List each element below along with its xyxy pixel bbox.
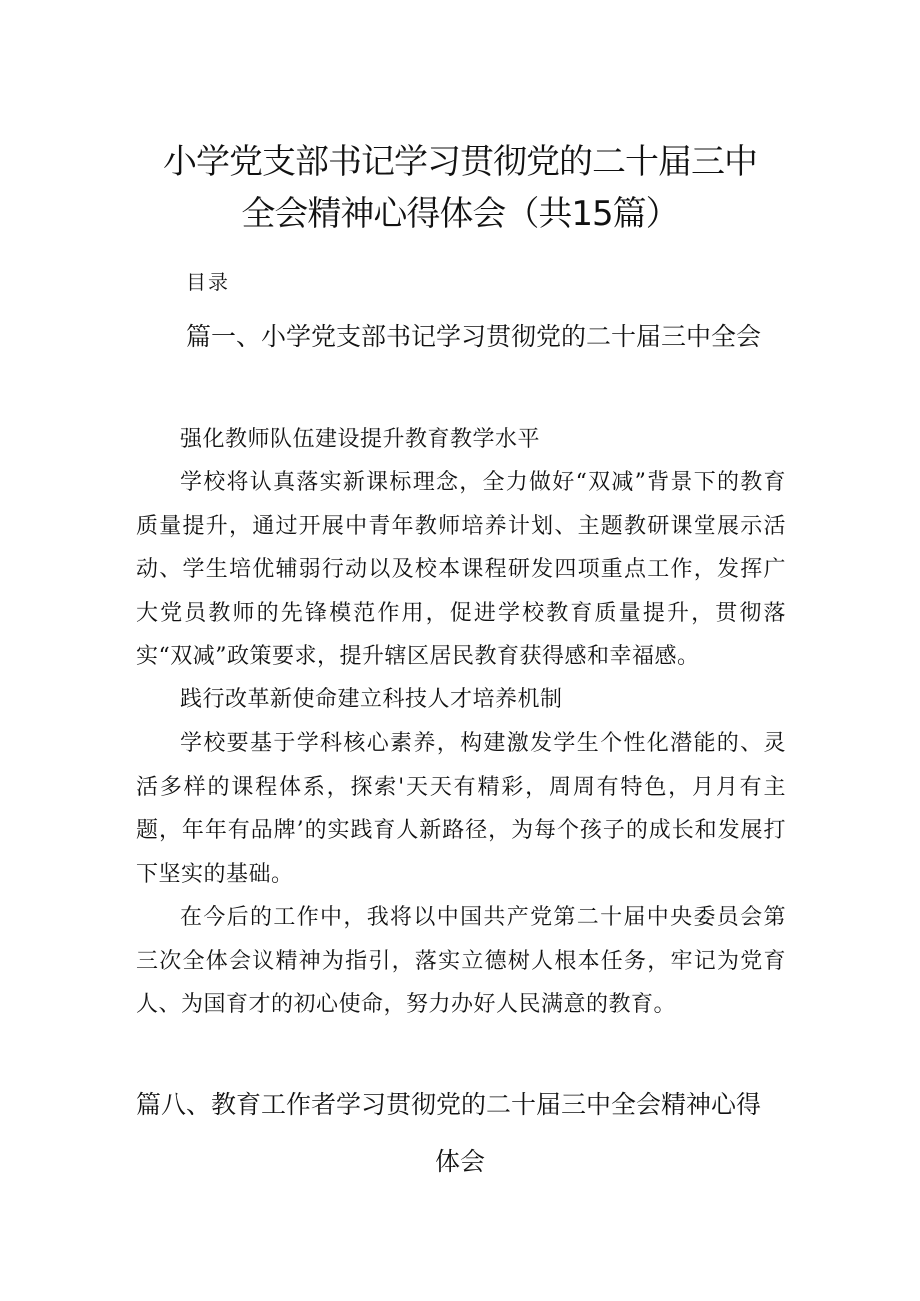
closing-paragraph: 在今后的工作中，我将以中国共产党第二十届中央委员会第三次全体会议精神为指引，落实立德树人根本任务，牢记为党育人、为国育才的初心使命，努力办好人民满意的教育。 xyxy=(136,905,786,1017)
document-title-line-1: 小学党支部书记学习贯彻党的二十届三中 xyxy=(163,142,757,182)
document-title-line-2: 全会精神心得体会（共15篇） xyxy=(241,194,679,234)
part-eight-heading-line-2: 体会 xyxy=(434,1147,485,1176)
part-eight-heading-line-1: 篇八、教育工作者学习贯彻党的二十届三中全会精神心得 xyxy=(136,1090,762,1119)
part-one-heading: 篇一、小学党支部书记学习贯彻党的二十届三中全会 xyxy=(186,322,762,351)
section-one-body: 学校将认真落实新课标理念，全力做好“双减”背景下的教育质量提升，通过开展中青年教师培养计划、主题教研课堂展示活动、学生培优辅弱行动以及校本课程研发四项重点工作，发挥广大党员教师的先锋模范作用，促进学校教育质量提升，贯彻落实“双减”政策要求，提升辖区居民教育获得感和幸福感。 xyxy=(136,470,786,669)
table-of-contents-label: 目录 xyxy=(186,270,230,294)
section-one-title: 强化教师队伍建设提升教育教学水平 xyxy=(180,427,541,452)
section-two-title: 践行改革新使命建立科技人才培养机制 xyxy=(180,687,563,712)
section-two-body: 学校要基于学科核心素养，构建激发学生个性化潜能的、灵活多样的课程体系，探索'天天有精彩，周周有特色，月月有主题，年年有品牌’的实践育人新路径，为每个孩子的成长和发展打下坚实的基础。 xyxy=(136,731,786,887)
